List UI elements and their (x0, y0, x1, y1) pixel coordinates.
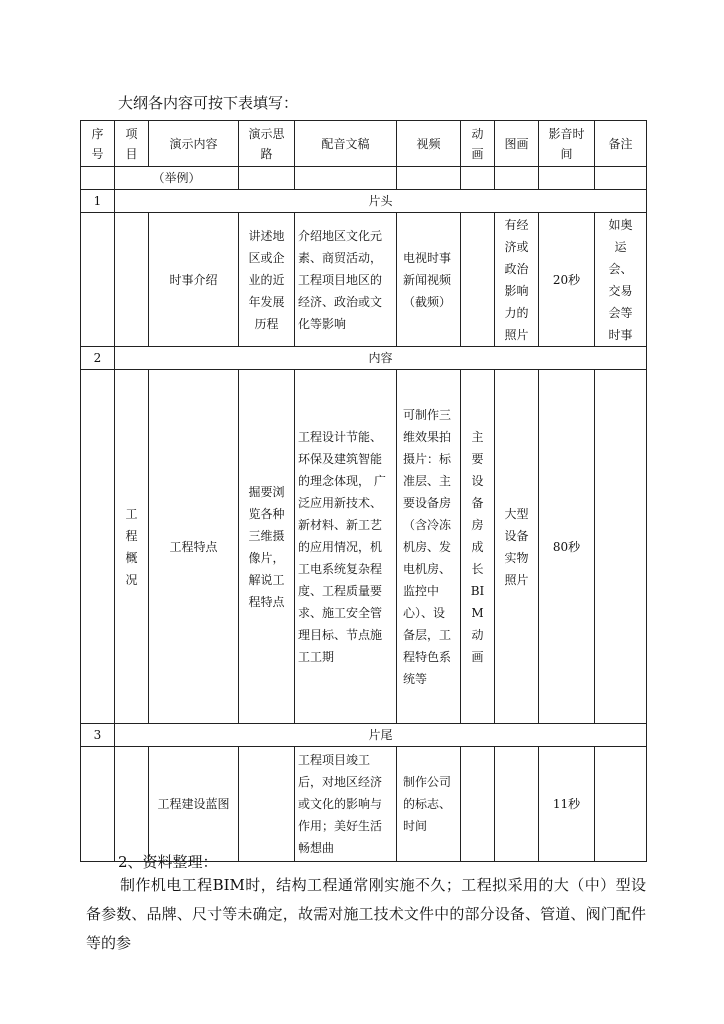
table-header-row (81, 121, 647, 167)
header-cell: 影音时间 (539, 121, 595, 167)
outline-table (80, 120, 647, 862)
animation-cell (461, 213, 495, 347)
section-title: 片头 (115, 190, 647, 213)
body-paragraph: 制作机电工程BIM时，结构工程通常刚实施不久；工程拟采用的大（中）型设备参数、品牌、尺寸等未确定，故需对施工技术文件中的部分设备、管道、阀门配件等的参 (86, 876, 646, 952)
header-cell: 序号 (81, 121, 115, 167)
note-cell (595, 747, 647, 862)
table-row (81, 747, 647, 862)
script-cell: 介绍地区文化元素、商贸活动，工程项目地区的经济、政治或文化等影响 (295, 213, 397, 347)
header-cell: 配音文稿 (295, 121, 397, 167)
note-cell: 如奥运会、交易会等时事 (595, 213, 647, 347)
content-cell: 时事介绍 (149, 213, 239, 347)
header-cell: 演示内容 (149, 121, 239, 167)
note-cell (595, 370, 647, 724)
header-cell: 演示思路 (239, 121, 295, 167)
duration-cell: 80秒 (539, 370, 595, 724)
item-cell (115, 213, 149, 347)
table-row (81, 370, 647, 724)
script-cell: 工程设计节能、环保及建筑智能的理念体现， 广泛应用新技术、新材料、新工艺 的应用情况，机工电系统复杂程度、工程质量要求、施工安全管理目标、节点施工工期 (295, 370, 397, 724)
animation-cell (461, 747, 495, 862)
duration-cell: 20秒 (539, 213, 595, 347)
table-row (81, 213, 647, 347)
section-row (81, 724, 647, 747)
example-row (81, 167, 647, 190)
idea-cell (239, 747, 295, 862)
section-row (81, 190, 647, 213)
video-cell: 制作公司的标志、时间 (397, 747, 461, 862)
duration-cell: 11秒 (539, 747, 595, 862)
picture-cell (495, 747, 539, 862)
picture-cell: 有经济或政治影响力的照片 (495, 213, 539, 347)
video-cell: 可制作三维效果拍摄片：标准层、主要设备房（含冷冻机房、发电机房、监控中心）、设备层，工程特色系统等 (397, 370, 461, 724)
script-cell: 工程项目竣工后，对地区经济或文化的影响与作用；美好生活畅想曲 (295, 747, 397, 862)
section-heading: 2、资料整理： (118, 853, 218, 871)
item-cell (115, 747, 149, 862)
section-row (81, 347, 647, 370)
example-label: （举例） (115, 167, 239, 190)
section-title: 内容 (115, 347, 647, 370)
idea-cell: 掘要浏览各种三维摄像片，解说工程特点 (239, 370, 295, 724)
section-number: 3 (81, 724, 115, 747)
header-cell: 备注 (595, 121, 647, 167)
header-cell: 动画 (461, 121, 495, 167)
section-number: 2 (81, 347, 115, 370)
animation-cell: 主要设备房成长BIM动画 (461, 370, 495, 724)
header-cell: 视频 (397, 121, 461, 167)
content-cell: 工程特点 (149, 370, 239, 724)
content-cell: 工程建设蓝图 (149, 747, 239, 862)
header-cell: 项目 (115, 121, 149, 167)
header-cell: 图画 (495, 121, 539, 167)
video-cell: 电视时事新闻视频（截频） (397, 213, 461, 347)
section-title: 片尾 (115, 724, 647, 747)
idea-cell: 讲述地区或企业的近年发展历程 (239, 213, 295, 347)
picture-cell: 大型设备实物照片 (495, 370, 539, 724)
section-number: 1 (81, 190, 115, 213)
item-cell: 工程概况 (115, 370, 149, 724)
intro-text: 大纲各内容可按下表填写： (118, 94, 299, 112)
